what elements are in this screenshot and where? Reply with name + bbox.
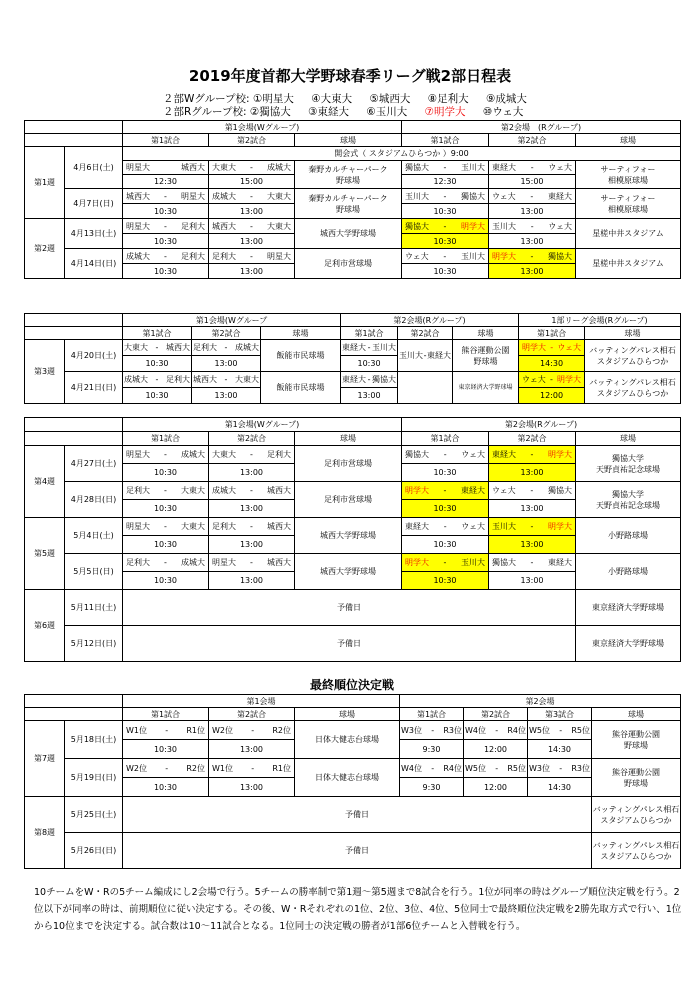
match-cell: 明星大 - 城西大	[209, 554, 295, 572]
date-cell: 4月20日(土)	[65, 340, 123, 372]
game1-header: 第1試合	[123, 327, 192, 340]
r-group-label: ２部Rグループ校:	[163, 106, 247, 118]
venue1-header: 第1会場(Wグループ)	[123, 418, 402, 432]
game2-header: 第2試合	[209, 432, 295, 446]
match-cell: W3位 - R3位	[400, 721, 464, 740]
time-cell: 10:30	[402, 572, 489, 590]
field-cell: 城西大学野球場	[295, 219, 402, 249]
time-cell: 10:30	[123, 778, 209, 797]
reserve-day: 予備日	[123, 833, 592, 869]
blank-cell	[25, 327, 123, 340]
field-cell: サーティフォー 相模原球場	[576, 161, 681, 189]
match-cell: W2位 - R2位	[123, 759, 209, 778]
field-cell: バッティングパレス相石 スタジアムひらつか	[592, 833, 681, 869]
time-cell: 10:30	[123, 464, 209, 482]
game2-header: 第2試合	[192, 327, 261, 340]
match-cell-highlight: 獨協大 - 明学大	[402, 219, 489, 234]
match-cell: 成城大 - 足利大	[123, 372, 192, 388]
match-cell: 明星大 - 大東大	[123, 518, 209, 536]
match-cell-highlight: 玉川大 - 明学大	[489, 518, 576, 536]
date-cell: 4月13日(土)	[65, 219, 123, 249]
schedule-table-weeks-7-8	[24, 694, 681, 869]
field-cell: 星槎中井スタジアム	[576, 249, 681, 279]
match-cell: W1位 - R1位	[123, 721, 209, 740]
date-cell: 5月19日(日)	[65, 759, 123, 797]
match-cell: 獨協大 - 東経大	[489, 554, 576, 572]
field-cell: 城西大学野球場	[295, 554, 402, 590]
schedule-table-weeks-4-6	[24, 417, 681, 662]
team-highlight: ⑦明学大	[424, 106, 466, 118]
time-cell: 12:00	[519, 388, 585, 404]
field-cell: 熊谷運動公園 野球場	[453, 340, 519, 372]
match-cell: 東経大 - 獨協大	[341, 372, 398, 388]
week-label: 第4週	[25, 446, 65, 518]
venue1-header: 第1会場(Wグループ)	[123, 121, 402, 134]
date-cell: 5月12日(日)	[65, 626, 123, 662]
venue2-header: 第2会場(Rグループ)	[402, 418, 681, 432]
time-cell: 14:30	[519, 356, 585, 372]
date-cell: 4月21日(日)	[65, 372, 123, 404]
time-cell: 9:30	[400, 778, 464, 797]
game1-header: 第1試合	[400, 708, 464, 721]
week-label: 第3週	[25, 340, 65, 404]
date-cell: 4月27日(土)	[65, 446, 123, 482]
match-cell: 足利大 - 大東大	[123, 482, 209, 500]
time-cell: 13:00	[209, 500, 295, 518]
schedule-table-weeks-1-2	[24, 120, 681, 279]
time-cell: 10:30	[123, 264, 209, 279]
match-cell-highlight: 明学大 - 東経大	[402, 482, 489, 500]
game1-header: 第1試合	[123, 708, 209, 721]
date-cell: 5月18日(土)	[65, 721, 123, 759]
team: ⑨成城大	[486, 93, 527, 105]
time-cell: 13:00	[209, 204, 295, 219]
date-cell: 4月14日(日)	[65, 249, 123, 279]
game1-header: 第1試合	[402, 432, 489, 446]
time-cell: 13:00	[209, 234, 295, 249]
field-header: 球場	[453, 327, 519, 340]
match-cell-highlight: 明学大 - 獨協大	[489, 249, 576, 264]
time-cell: 10:30	[402, 536, 489, 554]
blank-cell	[25, 121, 123, 134]
group-list	[163, 93, 541, 119]
field-header: 球場	[576, 134, 681, 147]
field-cell: サーティフォー 相模原球場	[576, 189, 681, 219]
match-cell-highlight: 東経大 - 明学大	[489, 446, 576, 464]
match-cell: 玉川大 - ウェ大	[489, 219, 576, 234]
match-cell: 成城大 - 足利大	[123, 249, 209, 264]
time-cell: 14:30	[528, 778, 592, 797]
time-cell: 13:00	[209, 536, 295, 554]
time-cell: 13:00	[489, 464, 576, 482]
game1-header: 第1試合	[123, 432, 209, 446]
reserve-day: 予備日	[123, 797, 592, 833]
time-cell: 9:30	[400, 740, 464, 759]
time-cell: 12:30	[123, 175, 209, 189]
time-cell: 13:00	[209, 740, 295, 759]
field-header: 球場	[295, 708, 400, 721]
match-cell: W1位 - R1位	[209, 759, 295, 778]
field-cell: バッティングパレス相石 スタジアムひらつか	[585, 340, 681, 372]
game3-header: 第3試合	[528, 708, 592, 721]
match-cell: 足利大 - 明星大	[209, 249, 295, 264]
match-cell: 大東大 - 成城大	[209, 161, 295, 175]
time-cell: 13:00	[341, 388, 398, 404]
time-cell: 13:00	[489, 500, 576, 518]
venue2-header: 第2会場 (Rグループ)	[402, 121, 681, 134]
match-cell: 玉川大 - 東経大	[398, 340, 453, 372]
match-cell: 足利大 - 成城大	[123, 554, 209, 572]
week-label: 第8週	[25, 797, 65, 869]
match-cell-highlight: 明学大 - ウェ大	[519, 340, 585, 356]
date-cell: 5月4日(土)	[65, 518, 123, 554]
time-cell: 13:00	[209, 572, 295, 590]
time-cell: 12:00	[464, 740, 528, 759]
time-cell: 13:00	[489, 572, 576, 590]
match-cell: 足利大 - 成城大	[192, 340, 261, 356]
r-group-row	[163, 106, 541, 119]
blank-cell	[25, 708, 123, 721]
match-cell: 明星大 城西大	[123, 161, 209, 175]
match-cell: 獨協大 - ウェ大	[402, 446, 489, 464]
game2-header: 第2試合	[398, 327, 453, 340]
field-cell: 獨協大学 天野貞祐記念球場	[576, 482, 681, 518]
match-cell: 東経大 - 玉川大	[341, 340, 398, 356]
venue2-header: 第2会場(Rグループ)	[341, 314, 519, 327]
game2-header: 第2試合	[209, 708, 295, 721]
week-label: 第7週	[25, 721, 65, 797]
match-cell: W5位 - R5位	[464, 759, 528, 778]
field-header: 球場	[576, 432, 681, 446]
week-label: 第2週	[25, 219, 65, 279]
team: ⑩ウェ大	[482, 106, 524, 118]
team: ⑧足利大	[427, 93, 469, 105]
match-cell: 成城大 - 城西大	[209, 482, 295, 500]
game1-header: 第1試合	[519, 327, 585, 340]
date-cell: 5月5日(日)	[65, 554, 123, 590]
team: ①明星大	[252, 93, 294, 105]
field-cell: 星槎中井スタジアム	[576, 219, 681, 249]
team: ⑥玉川大	[366, 106, 408, 118]
match-cell: ウェ大 - 玉川大	[402, 249, 489, 264]
blank-cell	[25, 432, 123, 446]
blank-cell	[25, 134, 123, 147]
venue1-header: 第1会場	[123, 695, 400, 708]
venue1-header: 第1会場(Wグループ	[123, 314, 341, 327]
time-cell: 13:00	[489, 536, 576, 554]
game2-header: 第2試合	[464, 708, 528, 721]
match-cell: W4位 - R4位	[464, 721, 528, 740]
date-cell: 4月28日(日)	[65, 482, 123, 518]
game2-header: 第2試合	[209, 134, 295, 147]
time-cell: 13:00	[209, 778, 295, 797]
time-cell: 10:30	[123, 204, 209, 219]
w-group-label: ２部Wグループ校:	[163, 93, 250, 105]
match-cell: 大東大 - 足利大	[209, 446, 295, 464]
match-cell: ウェ大 - 東経大	[489, 189, 576, 204]
time-cell: 10:30	[123, 740, 209, 759]
match-cell: 大東大 - 城西大	[123, 340, 192, 356]
field-cell: 飯能市民球場	[261, 340, 341, 372]
time-cell: 10:30	[341, 356, 398, 372]
time-cell: 10:30	[123, 234, 209, 249]
match-cell-highlight: 明学大 - 玉川大	[402, 554, 489, 572]
game2-header: 第2試合	[489, 134, 576, 147]
time-cell: 13:00	[209, 264, 295, 279]
team: ⑤城西大	[369, 93, 411, 105]
page-title: 2019年度首都大学野球春季リーグ戦2部日程表	[188, 67, 512, 85]
opening-ceremony: 開会式（ スタジアムひらつか ）9:00	[123, 147, 681, 161]
match-cell: 獨協大 - 玉川大	[402, 161, 489, 175]
field-cell: 秦野カルチャーパーク 野球場	[295, 189, 402, 219]
field-cell: 日体大健志台球場	[295, 721, 400, 759]
team: ④大東大	[311, 93, 353, 105]
time-cell: 13:00	[209, 464, 295, 482]
match-cell: 明星大 - 成城大	[123, 446, 209, 464]
match-cell-highlight: ウェ大 - 明学大	[519, 372, 585, 388]
field-cell: 東京経済大学野球場	[576, 590, 681, 626]
date-cell: 4月6日(土)	[65, 147, 123, 189]
game1-header: 第1試合	[341, 327, 398, 340]
blank-cell	[398, 372, 453, 404]
date-cell: 5月11日(土)	[65, 590, 123, 626]
time-cell: 13:00	[489, 264, 576, 279]
time-cell: 10:30	[402, 500, 489, 518]
match-cell: 城西大 - 大東大	[192, 372, 261, 388]
final-ranking-heading: 最終順位決定戦	[309, 678, 394, 692]
match-cell: 明星大 - 足利大	[123, 219, 209, 234]
field-cell: 足利市営球場	[295, 249, 402, 279]
reserve-day: 予備日	[123, 590, 576, 626]
league1-header: 1部リーグ会場(Rグループ)	[519, 314, 681, 327]
match-cell: 成城大 - 大東大	[209, 189, 295, 204]
field-cell: 獨協大学 天野貞祐記念球場	[576, 446, 681, 482]
time-cell: 10:30	[123, 388, 192, 404]
field-header: 球場	[261, 327, 341, 340]
team: ②獨協大	[249, 106, 291, 118]
field-cell: 城西大学野球場	[295, 518, 402, 554]
time-cell: 10:30	[123, 536, 209, 554]
time-cell: 15:00	[489, 175, 576, 189]
time-cell: 13:00	[489, 234, 576, 249]
time-cell: 15:00	[209, 175, 295, 189]
match-cell: W5位 - R5位	[528, 721, 592, 740]
time-cell: 13:00	[192, 356, 261, 372]
time-cell: 13:00	[489, 204, 576, 219]
game2-header: 第2試合	[489, 432, 576, 446]
footer-note: 10チームをW・Rの5チーム編成にし2会場で行う。5チームの勝率制で第1週～第5週まで8試合を行う。1位が同率の時はグループ順位決定戦を行う。2位以下が同率の時は、前期順位に従い決定する。その後、W・Rそれぞれの1位、2位、3位、4位、5位同士で最終順位決定戦を2勝先取方式で行い、1位から10位までを決定する。試合数は10～11試合となる。1位同士の決定戦の勝者が1部6位チームと入替戦を行う。	[34, 887, 682, 932]
time-cell: 10:30	[402, 264, 489, 279]
date-cell: 4月7日(日)	[65, 189, 123, 219]
reserve-day: 予備日	[123, 626, 576, 662]
week-label: 第5週	[25, 518, 65, 590]
field-cell: 東京経済大学野球場	[576, 626, 681, 662]
w-group-row	[163, 93, 541, 106]
time-cell: 10:30	[123, 572, 209, 590]
field-cell: 小野路球場	[576, 518, 681, 554]
match-cell: 足利大 - 城西大	[209, 518, 295, 536]
field-header: 球場	[592, 708, 681, 721]
match-cell: 玉川大 - 獨協大	[402, 189, 489, 204]
match-cell: W3位 - R3位	[528, 759, 592, 778]
field-cell: 熊谷運動公園 野球場	[592, 721, 681, 759]
time-cell: 12:30	[402, 175, 489, 189]
time-cell: 10:30	[123, 500, 209, 518]
match-cell: 東経大 - ウェ大	[402, 518, 489, 536]
week-label: 第1週	[25, 147, 65, 219]
team: ③東経大	[308, 106, 350, 118]
date-cell: 5月25日(土)	[65, 797, 123, 833]
field-cell: 東京経済大学野球場	[453, 372, 519, 404]
blank-cell	[25, 418, 123, 432]
blank-cell	[25, 695, 123, 708]
week-label: 第6週	[25, 590, 65, 662]
field-cell: バッティングパレス相石 スタジアムひらつか	[592, 797, 681, 833]
field-cell: バッティングパレス相石 スタジアムひらつか	[585, 372, 681, 404]
field-cell: 秦野カルチャーパーク 野球場	[295, 161, 402, 189]
field-cell: 足利市営球場	[295, 482, 402, 518]
blank-cell	[25, 314, 123, 327]
game1-header: 第1試合	[402, 134, 489, 147]
time-cell: 12:00	[464, 778, 528, 797]
time-cell: 13:00	[192, 388, 261, 404]
match-cell: 城西大 - 大東大	[209, 219, 295, 234]
field-cell: 飯能市民球場	[261, 372, 341, 404]
match-cell: W2位 - R2位	[209, 721, 295, 740]
field-cell: 日体大健志台球場	[295, 759, 400, 797]
time-cell: 14:30	[528, 740, 592, 759]
field-header: 球場	[295, 134, 402, 147]
date-cell: 5月26日(日)	[65, 833, 123, 869]
field-cell: 小野路球場	[576, 554, 681, 590]
field-cell: 熊谷運動公園 野球場	[592, 759, 681, 797]
match-cell: W4位 - R4位	[400, 759, 464, 778]
schedule-table-week-3	[24, 313, 681, 404]
game1-header: 第1試合	[123, 134, 209, 147]
venue2-header: 第2会場	[400, 695, 681, 708]
time-cell: 10:30	[123, 356, 192, 372]
time-cell: 10:30	[402, 234, 489, 249]
time-cell: 10:30	[402, 204, 489, 219]
field-header: 球場	[585, 327, 681, 340]
match-cell: ウェ大 - 獨協大	[489, 482, 576, 500]
field-cell: 足利市営球場	[295, 446, 402, 482]
match-cell: 城西大 - 明星大	[123, 189, 209, 204]
time-cell: 10:30	[402, 464, 489, 482]
field-header: 球場	[295, 432, 402, 446]
match-cell: 東経大 - ウェ大	[489, 161, 576, 175]
